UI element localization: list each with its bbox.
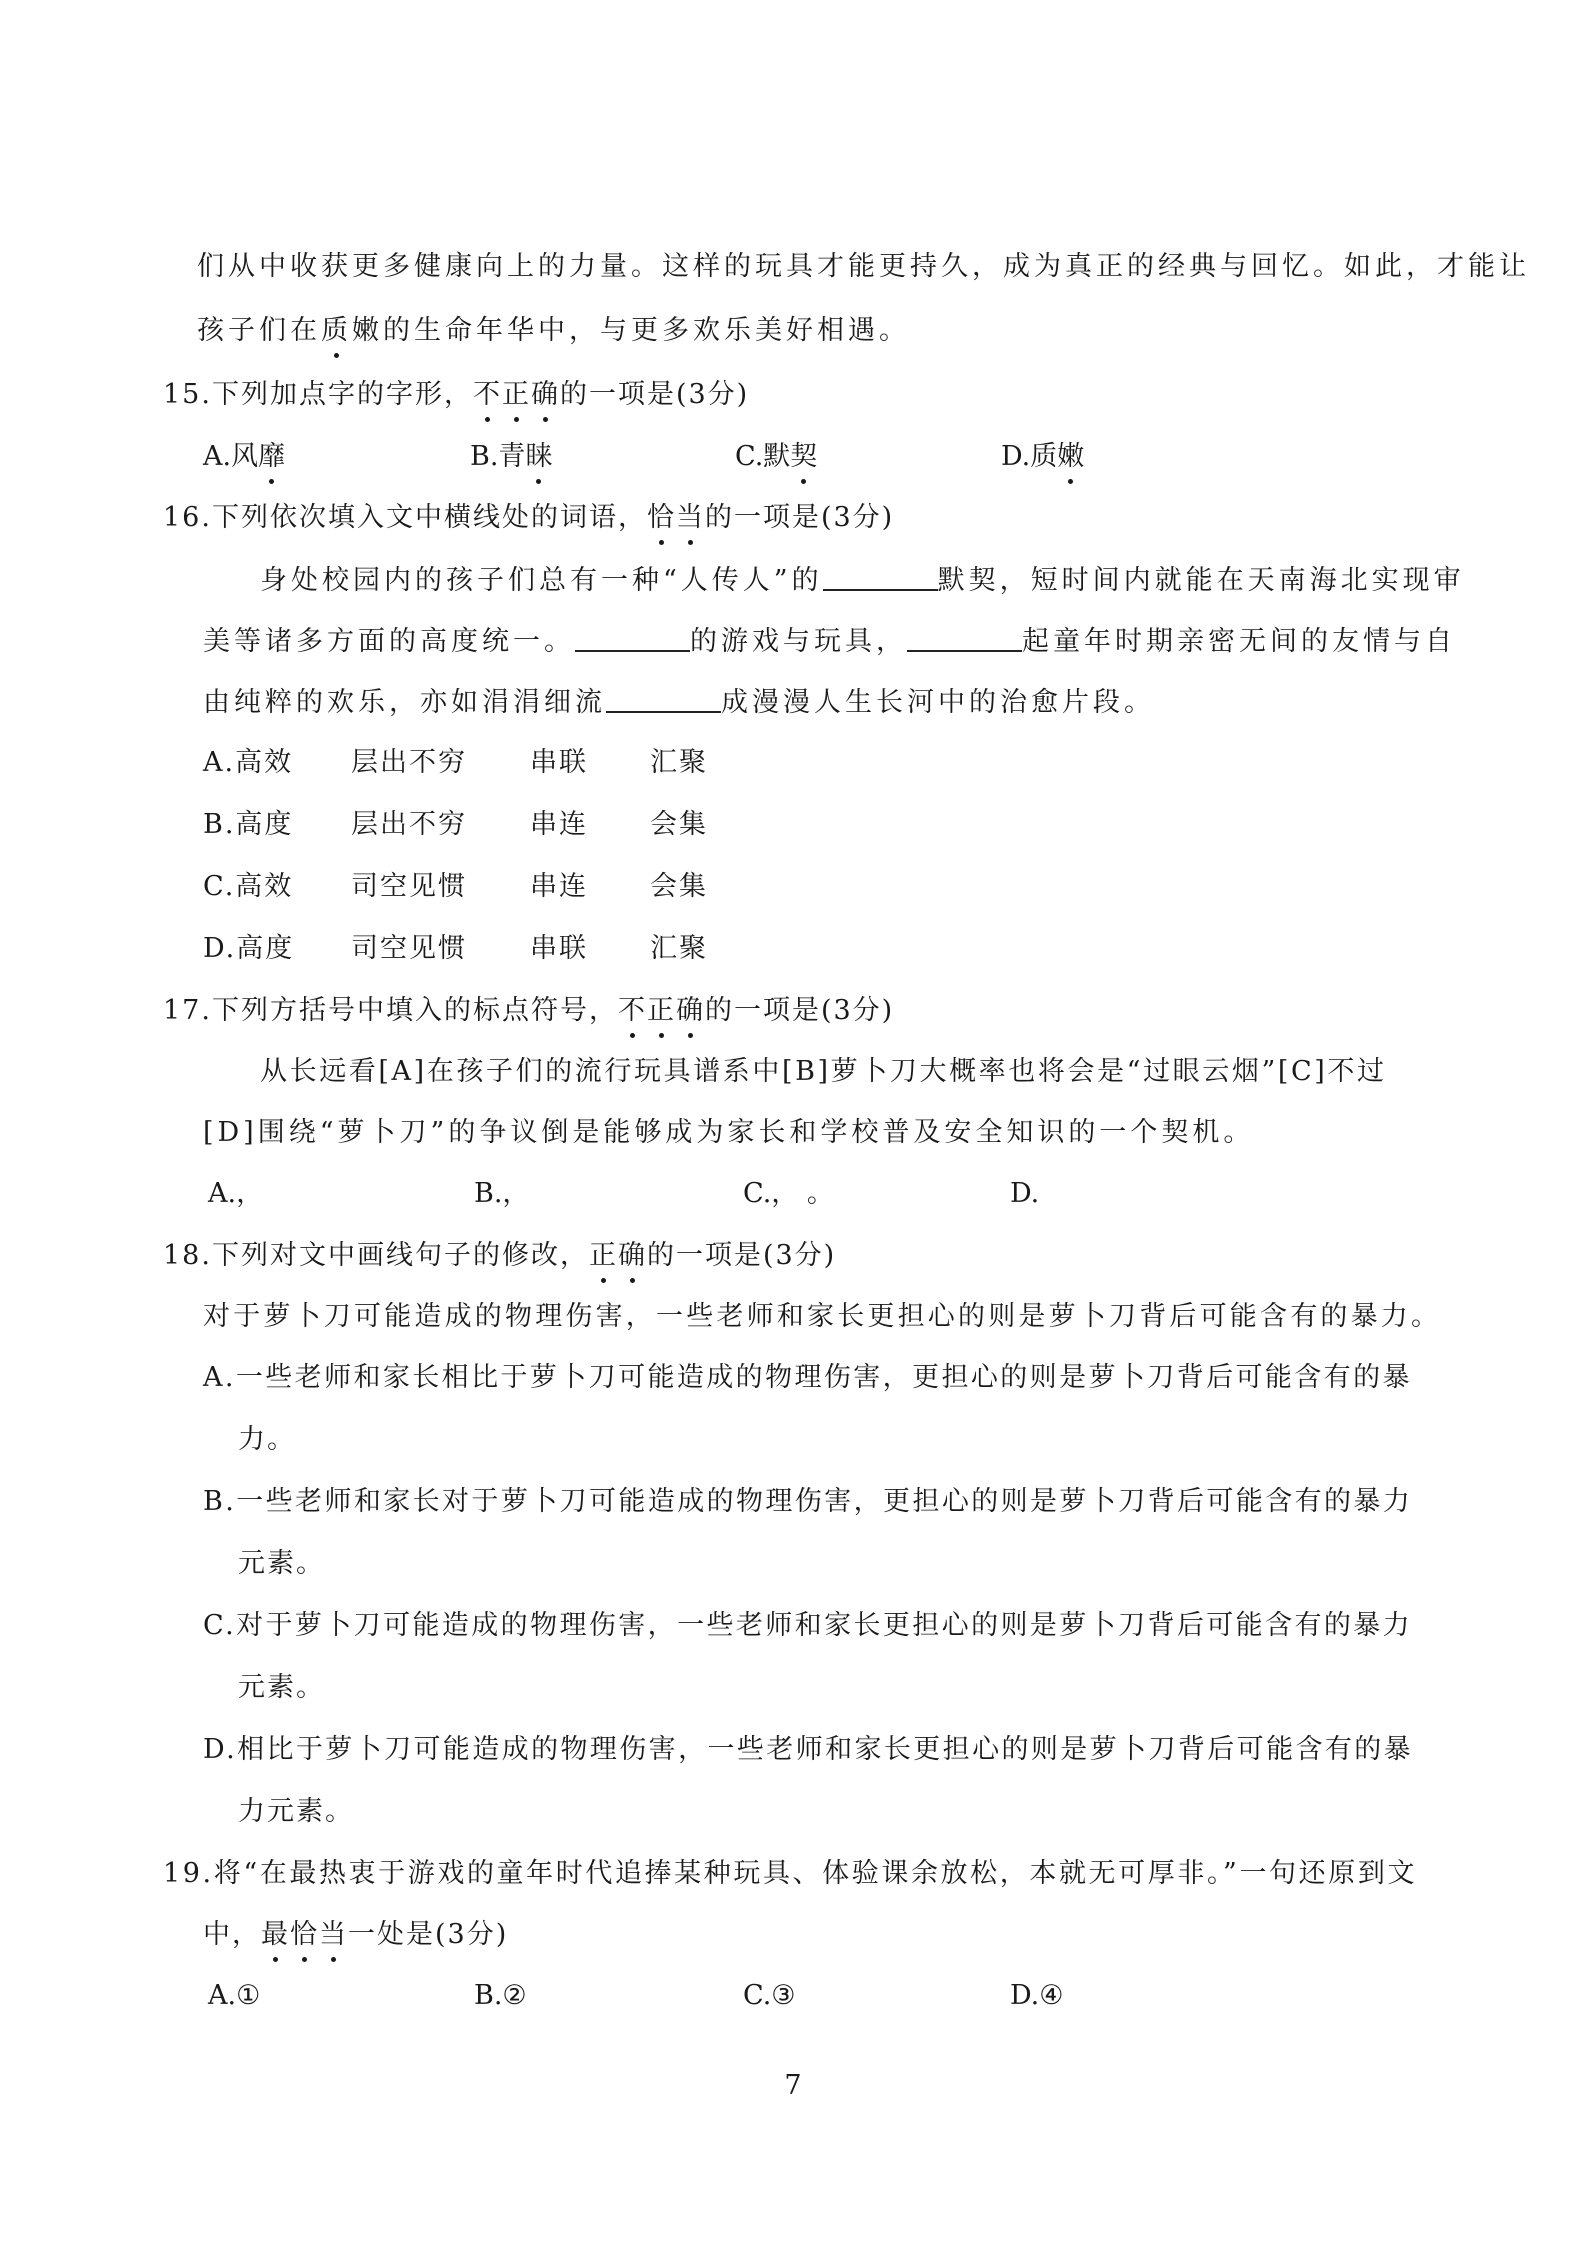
passage-line-2: 孩子们在质嫩的生命年华中，与更多欢乐美好相遇。: [197, 311, 910, 351]
q16-passage-line-1: 身处校园内的孩子们总有一种“人传人”的 默契，短时间内就能在天南海北实现审: [260, 559, 1465, 601]
passage-line-1: 们从中收获更多健康向上的力量。这样的玩具才能更持久，成为真正的经典与回忆。如此，才能让: [197, 251, 1530, 282]
q19-option-a[interactable]: A.①: [208, 1980, 261, 2011]
exam-page: 们从中收获更多健康向上的力量。这样的玩具才能更持久，成为真正的经典与回忆。如此，才能让 孩子们在质嫩的生命年华中，与更多欢乐美好相遇。 15.下列加点字的字形，不正确的一项是(3分) A.风靡 B.青睐 C.默契 D.质嫩 16.下列依次填入文中横线处的词语，恰当的一项是(3分) 身处校园内的孩子们总有一种“人传人”的 默契，短时间内就能在天南海北实现审 美等诸多方面的高度统一。 的游戏与玩具， 起童年时期亲密无间的友情与自 由纯粹的欢乐，亦如涓涓细流 成漫漫人生长河中的治愈片段。 A.高效 层出不穷 串联 汇聚 B.高度 层出不穷 串连 会集 C.高效 司空见惯 串连 会集 D.高度 司空见惯 串联 汇聚 17.下列方括号中填入的标点符号，不正确的一项是(3分) 从长远看[A]在孩子们的流行玩具谱系中[B]萝卜刀大概率也将会是“过眼云烟”[C]不过 [D]围绕“萝卜刀”的争议倒是能够成为家长和学校普及安全知识的一个契机。 A.， B.， C.， 。 D. 18.下列对文中画线句子的修改，正确的一项是(3分) 对于萝卜刀可能造成的物理伤害，一些老师和家长更担心的则是萝卜刀背后可能含有的暴力。 A.一些老师和家长相比于萝卜刀可能造成的物理伤害，更担心的则是萝卜刀背后可能含有的暴 力。 B.一些老师和家长对于萝卜刀可能造成的物理伤害，更担心的则是萝卜刀背后可能含有的暴力 元素。 C.对于萝卜刀可能造成的物理伤害，一些老师和家长更担心的则是萝卜刀背后可能含有的暴力 元素。 D.相比于萝卜刀可能造成的物理伤害，一些老师和家长更担心的则是萝卜刀背后可能含有的暴 力元素。 19.将“在最热衷于游戏的童年时代追捧某种玩具、体验课余放松，本就无可厚非。”一句还原到文 中，最恰当一处是(3分) A.① B.② C.③ D.④ 7: [0, 0, 1586, 2244]
question-19-stem-line-1: 19.将“在最热衷于游戏的童年时代追捧某种玩具、体验课余放松，本就无可厚非。”一句还原到文: [163, 1858, 1418, 1889]
fill-blank-1[interactable]: [823, 559, 938, 591]
question-15-stem: 15.下列加点字的字形，不正确的一项是(3分): [163, 375, 749, 415]
q15-option-d[interactable]: D.质嫩: [1001, 437, 1084, 477]
q17-passage-line-1: 从长远看[A]在孩子们的流行玩具谱系中[B]萝卜刀大概率也将会是“过眼云烟”[C]不过: [260, 1056, 1387, 1087]
question-17-stem: 17.下列方括号中填入的标点符号，不正确的一项是(3分): [163, 991, 894, 1031]
q19-option-b[interactable]: B.②: [474, 1980, 527, 2011]
q17-option-b[interactable]: B.，: [474, 1178, 530, 1209]
fill-blank-4[interactable]: [606, 681, 721, 713]
fill-blank-2[interactable]: [575, 620, 690, 652]
q17-option-d[interactable]: D.: [1010, 1178, 1040, 1209]
page-number: 7: [784, 2070, 802, 2101]
emphasis-dot-char: 质: [321, 311, 352, 351]
question-18-stem: 18.下列对文中画线句子的修改，正确的一项是(3分): [163, 1236, 836, 1276]
q19-option-d[interactable]: D.④: [1010, 1980, 1064, 2011]
q15-option-a[interactable]: A.风靡: [203, 437, 285, 477]
q17-passage-line-2: [D]围绕“萝卜刀”的争议倒是能够成为家长和学校普及安全知识的一个契机。: [203, 1117, 1255, 1148]
question-19-stem-line-2: 中，最恰当一处是(3分): [203, 1915, 508, 1955]
q19-option-c[interactable]: C.③: [743, 1980, 796, 2011]
q17-option-a[interactable]: A.，: [208, 1178, 264, 1209]
q17-option-c[interactable]: C.， 。: [743, 1178, 834, 1209]
q18-original-sentence: 对于萝卜刀可能造成的物理伤害，一些老师和家长更担心的则是萝卜刀背后可能含有的暴力。: [203, 1301, 1442, 1332]
q16-passage-line-2: 美等诸多方面的高度统一。 的游戏与玩具， 起童年时期亲密无间的友情与自: [203, 620, 1456, 662]
question-16-stem: 16.下列依次填入文中横线处的词语，恰当的一项是(3分): [163, 498, 894, 538]
q16-passage-line-3: 由纯粹的欢乐，亦如涓涓细流 成漫漫人生长河中的治愈片段。: [203, 681, 1155, 723]
q15-option-c[interactable]: C.默契: [735, 437, 817, 477]
q15-option-b[interactable]: B.青睐: [470, 437, 552, 477]
fill-blank-3[interactable]: [907, 620, 1022, 652]
